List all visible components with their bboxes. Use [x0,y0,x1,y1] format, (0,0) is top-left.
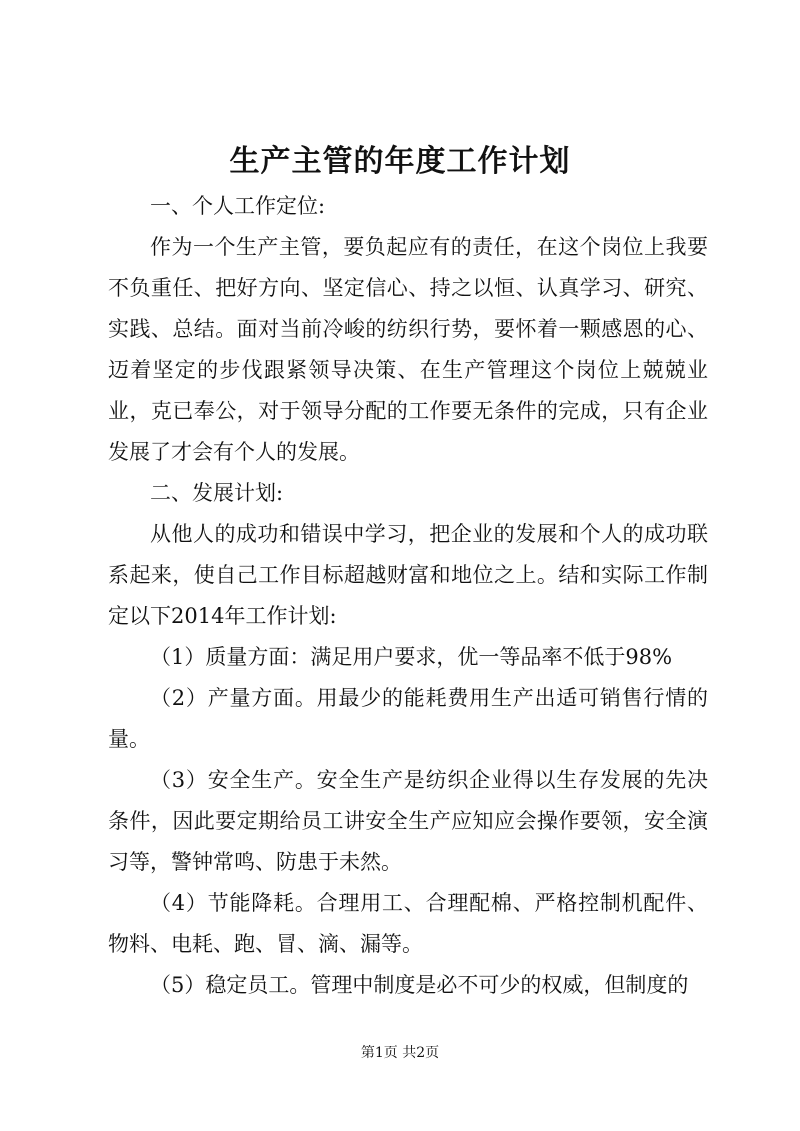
plan-item-output: （2）产量方面。用最少的能耗费用生产出适可销售行情的量。 [108,686,708,751]
document-body [108,186,708,1006]
plan-item-energy-saving: （4）节能降耗。合理用工、合理配棉、严格控制机配件、物料、电耗、跑、冒、滴、漏等。 [108,891,708,956]
document-title: 生产主管的年度工作计划 [229,144,571,179]
plan-item-safety: （3）安全生产。安全生产是纺织企业得以生存发展的先决条件，因此要定期给员工讲安全生产应知应会操作要领，安全演习等，警钟常鸣、防患于未然。 [108,768,708,874]
paragraph-personal-positioning: 作为一个生产主管，要负起应有的责任，在这个岗位上我要不负重任、把好方向、坚定信心、持之以恒、认真学习、研究、实践、总结。面对当前冷峻的纺织行势，要怀着一颗感恩的心、迈着坚定的步伐跟紧领导决策、在生产管理这个岗位上兢兢业业，克已奉公，对于领导分配的工作要无条件的完成，只有企业发展了才会有个人的发展。 [108,235,708,464]
paragraph-development-intro: 从他人的成功和错误中学习，把企业的发展和个人的成功联系起来，使自己工作目标超越财富和地位之上。结和实际工作制定以下2014年工作计划: [108,522,708,628]
page-footer: 第1页 共2页 [360,1045,440,1061]
section-heading-personal-positioning: 一、个人工作定位: [150,194,326,218]
plan-item-staff-stability: （5）稳定员工。管理中制度是必不可少的权威，但制度的 [150,973,689,997]
plan-item-quality: （1）质量方面：满足用户要求，优一等品率不低于98% [150,645,673,669]
section-heading-development-plan: 二、发展计划: [150,481,284,505]
